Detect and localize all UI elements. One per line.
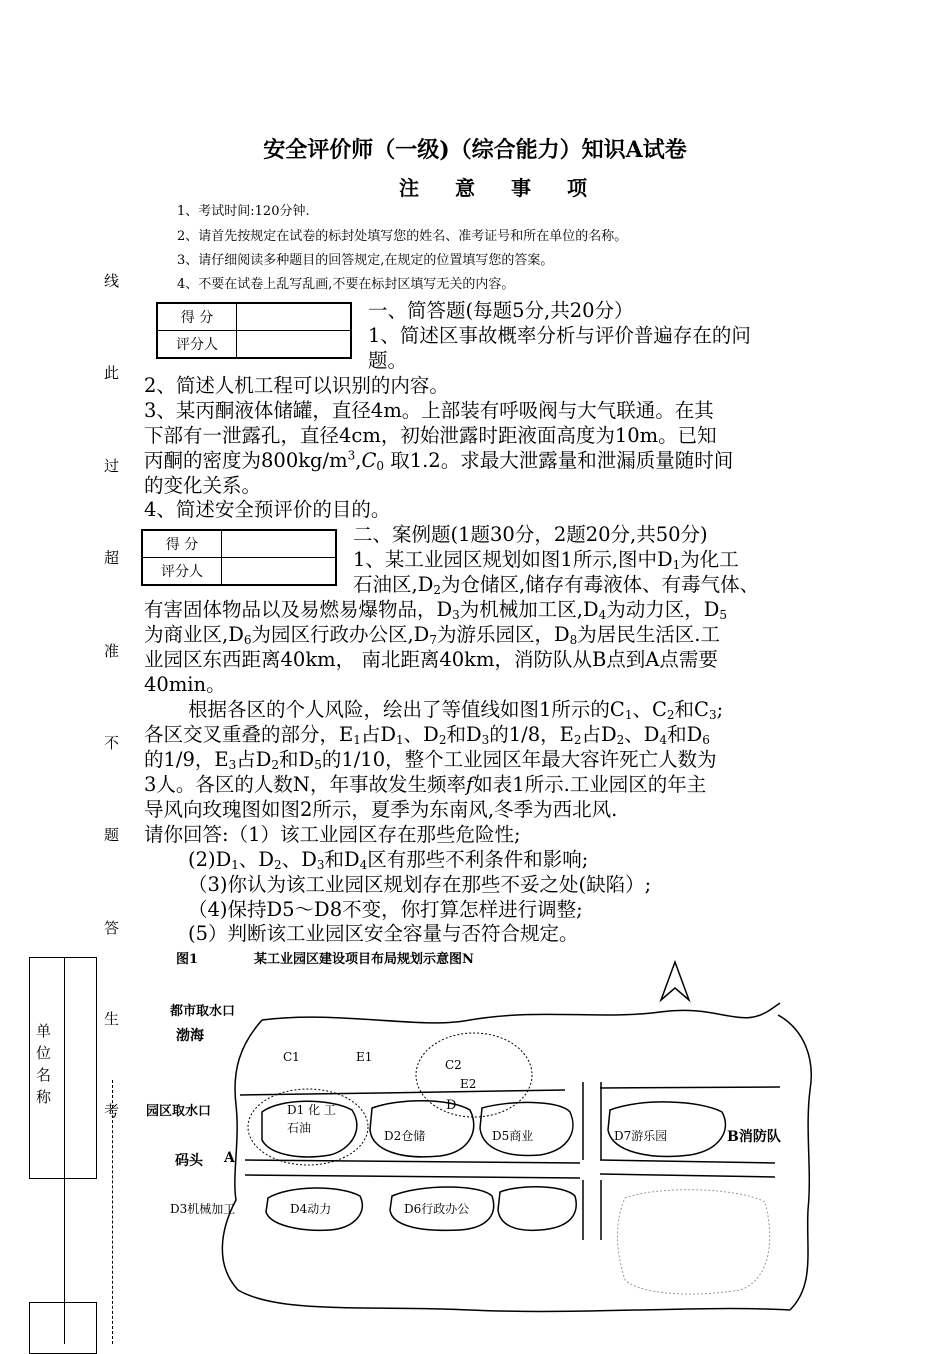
question-text: 4、简述安全预评价的目的。 [144, 498, 391, 521]
map-label-d5: D5商业 [492, 1129, 534, 1143]
note-2: 2、请首先按规定在试卷的标封处填写您的姓名、准考证号和所在单位的名称。 [177, 229, 628, 244]
map-label-c1: C1 [283, 1050, 300, 1064]
note-4: 4、不要在试卷上乱写乱画,不要在标封区填写无关的内容。 [177, 277, 515, 292]
case-text: $(2)D_1$、$D_2$、$D_3$和$D_4$区有那些不利条件和影响; [188, 848, 589, 872]
map-label-d7: D7游乐园 [614, 1129, 668, 1143]
margin-char: 线 [104, 272, 120, 290]
case-text: （3)你认为该工业园区规划存在那些不妥之处(缺陷）; [188, 873, 652, 896]
case-text: 1、某工业园区规划如图1所示,图中$D_1$为化工 [353, 548, 739, 572]
margin-char: 此 [104, 364, 120, 382]
score-label: 得 分 [142, 530, 222, 558]
map-label-d: D [446, 1098, 457, 1113]
road [240, 1093, 380, 1095]
zone-d6-annex [498, 1187, 576, 1231]
map-label-d6: D6行政办公 [404, 1202, 470, 1216]
question-text: 丙酮的密度为$800kg/m^3,C_0$ 取1.2。求最大泄露量和泄漏质量随时间 [144, 448, 734, 473]
grader-label: 评分人 [142, 558, 222, 586]
north-arrow-icon [661, 962, 689, 1000]
margin-char: 不 [104, 734, 120, 752]
map-label-e1: E1 [356, 1050, 373, 1064]
road [600, 1087, 780, 1088]
map-label-bohai: 渤海 [176, 1028, 204, 1044]
zone-d8 [618, 1190, 770, 1294]
map-label-park-intake: 园区取水口 [146, 1104, 212, 1119]
score-label: 得 分 [157, 303, 237, 331]
case-text: 有害固体物品以及易燃易爆物品，$D_3$为机械加工区$,D_4$为动力区，$D_5$ [144, 598, 728, 622]
case-text: 业园区东西距离40km， 南北距离40km，消防队从B点到A点需要 [144, 648, 718, 671]
question-text: 题。 [368, 349, 408, 372]
case-text: 导风向玫瑰图如图2所示，夏季为东南风,冬季为西北风. [144, 798, 618, 821]
map-label-c2: C2 [445, 1058, 462, 1072]
margin-char: 准 [104, 642, 120, 660]
map-label-point-a: A [224, 1150, 235, 1166]
map-label-d4: D4动力 [290, 1202, 332, 1216]
park-boundary-west [222, 1020, 790, 1311]
figure-caption: 某工业园区建设项目布局规划示意图N [254, 952, 474, 967]
map-label-d1: D1 化 工 [287, 1103, 336, 1117]
case-text: 3人。各区的人数N，年事故发生频率f如表1所示.工业园区的年主 [144, 773, 707, 796]
question-text: 2、简述人机工程可以识别的内容。 [144, 374, 449, 397]
road [245, 1175, 580, 1178]
question-text: 3、某丙酮液体储罐，直径4m。上部装有呼吸阀与大气联通。在其 [144, 399, 714, 422]
note-1: 1、考试时间:120分钟. [177, 204, 310, 219]
case-text: 各区交叉重叠的部分，$E_1$占$D_1$、$D_2$和$D_3$的1/8，$E_2$占$D_2$、$D_4$和$D_6$ [144, 723, 710, 747]
margin-char: 考 [104, 1102, 120, 1120]
case-text: (5）判断该工业园区安全容量与否符合规定。 [188, 922, 579, 945]
question-text: 下部有一泄露孔，直径4cm，初始泄露时距液面高度为10m。已知 [144, 424, 717, 447]
coastline [262, 1003, 780, 1023]
map-label-d3: D3机械加工 [170, 1202, 236, 1216]
notice-heading: 注意事项 [399, 176, 623, 200]
section1-header: 一、简答题(每题5分,共20分） [368, 299, 634, 322]
map-label-e2: E2 [460, 1077, 477, 1091]
map-label-d1-sub: 石油 [287, 1121, 312, 1135]
road [600, 1174, 775, 1177]
case-text: 的1/9，$E_3$占$D_2$和$D_5$的1/10，整个工业园区年最大容许死亡人数为 [144, 748, 717, 772]
road [245, 1160, 580, 1163]
unit-name-label: 单位名称 [36, 1022, 52, 1106]
margin-char: 答 [104, 919, 120, 937]
road [600, 1160, 775, 1163]
margin-char: 生 [104, 1010, 120, 1028]
map-label-fire-station: B消防队 [727, 1129, 781, 1145]
section2-header: 二、案例题(1题30分，2题20分,共50分) [353, 523, 708, 546]
map-label-d2: D2仓储 [384, 1129, 426, 1143]
margin-char: 超 [104, 549, 120, 567]
margin-char: 题 [104, 826, 120, 844]
case-text: 请你回答:（1）该工业园区存在那些危险性; [144, 823, 521, 846]
map-label-wharf: 码头 [175, 1153, 203, 1169]
case-text: 40min。 [144, 673, 226, 696]
map-label-city-intake: 都市取水口 [170, 1004, 236, 1019]
park-boundary-east [778, 1015, 811, 1310]
case-text: 为商业区$,D_6$为园区行政办公区$,D_7$为游乐园区，$D_8$为居民生活区.工 [144, 623, 720, 647]
exam-title: 安全评价师（一级)（综合能力）知识A试卷 [263, 137, 687, 163]
question-text: 的变化关系。 [144, 474, 262, 497]
figure-number: 图1 [176, 952, 199, 967]
case-text: 根据各区的个人风险，绘出了等值线如图1所示的$C_1$、$C_2$和$C_3$; [188, 698, 724, 722]
margin-char: 过 [104, 457, 120, 475]
case-text: （4)保持D5～D8不变，你打算怎样进行调整; [188, 898, 583, 921]
note-3: 3、请仔细阅读多种题目的回答规定,在规定的位置填写您的答案。 [177, 253, 554, 268]
question-text: 1、简述区事故概率分析与评价普遍存在的问 [368, 324, 751, 347]
risk-contour-c2 [416, 1033, 532, 1117]
grader-label: 评分人 [157, 331, 237, 359]
case-text: 石油区$,D_2$为仓储区,储存有毒液体、有毒气体、 [353, 573, 760, 597]
